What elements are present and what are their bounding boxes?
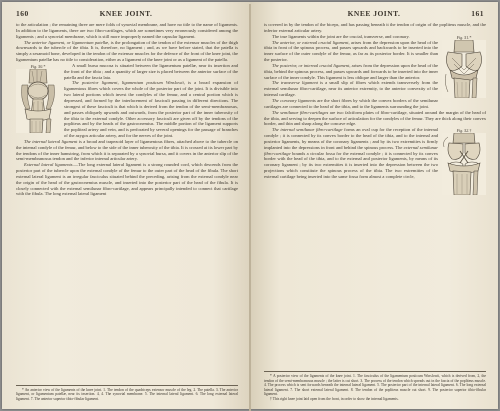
term: The posterior, or internal crucial ligament,	[272, 62, 351, 68]
term: The transverse ligament	[272, 80, 318, 86]
knee-opened-illustration	[442, 133, 486, 195]
term: The anterior ligament, or ligamentum patellæ,	[24, 39, 110, 45]
paragraph-text: external lateral ligament is a strong rounded cord, which descends from the posterior part of the tubercle upon the external condyle of the femur to the outer part of the head of the fibula. The short external lateral ligament is an irregular fasciculus situated behind the preceding, arising from the external condyle near the origin of the head of the gastrocnemius muscle, and inserted into the posterior part of the head of the fibula. It is closely connected with the external semilunar fibro-cartilage, and appears principally intended to connect that cartilage with the fibula. The long external lateral ligament	[16, 162, 239, 197]
term: The semilunar fibro-cartilages	[272, 109, 329, 115]
paragraph-text: arises from the depression upon the head of the tibia in front of the spinous process, and passes upwards and backwards to be inserted into the inner surface of the outer condyle of the femur, as far as its posterior border. It is smaller than the posterior.	[264, 39, 438, 63]
footnote: * A posterior view of the ligaments of the knee joint. 1. The fasciculus of the ligamentum posticum Winslowii, which is derived from, 2, the tendon of the semi-membranosus muscle ; the latter is cut short. 3. The process of the tendon which spreads out in the fascia of the popliteus muscle. 4. The process which is sent forwards beneath the internal lateral ligament. 5. The posterior part of the internal lateral ligament. 6. The long external lateral ligament. 7. The short external lateral ligament. 8. The tendon of the popliteus muscle cut short. 9. The posterior superior tibio-fibular ligament.	[264, 374, 486, 396]
paragraph-text: is the prolongation of the tendon of the extensor muscles of the thigh downwards to the tubercle of the tibia. It is, therefore, no ligament ; and, as we have before stated, that the patella is simply a sesamoid bone, developed in the tendon of the extensor muscles for the defence of the front of the knee joint, the ligamentum patellæ has no title to consideration, either as a ligament of the knee joint or as a ligament of the patella.	[16, 39, 238, 63]
figure-label: Fig. 51.*	[456, 34, 472, 40]
figure-50	[16, 64, 60, 133]
paragraph-text: are the short fibres by which the convex borders of the semilunar cartilages are connected to the head of the tibia, and to the ligaments surrounding the joint.	[264, 97, 438, 109]
paragraph-text: forms an oval cup for the reception of the internal condyle ; it is connected by its convex border to the head of the tibia, and to the internal and posterior ligaments, by means of the coronary ligaments ; and by its two extremities is firmly implanted into the depressions in front and behind the spinous process. The	[264, 127, 438, 150]
term: The internal semilunar fibro-cartilage	[272, 127, 343, 133]
paragraph	[264, 98, 486, 110]
term: The internal lateral ligament	[24, 138, 78, 144]
paragraph-text: is a broad and trapezoid layer of ligamentous fibres, attached above to the tubercle on the internal condyle of the femur, and below to the side of the inner tuberosity of the tibia. It is crossed at its lower part by the tendons of the inner hamstring, from which it is separated by a synovial bursa, and it covers in the anterior slip of the semi-membranosus tendon and the inferior internal articular artery.	[16, 138, 238, 162]
paragraph	[16, 139, 238, 162]
term: The posterior ligament, ligamentum posticum Winslowii,	[72, 80, 185, 86]
paragraph-text: is a small slip of fibres which extends transversely from the external semilunar fibro-cartilage, near its anterior extremity, to the anterior convexity of the internal cartilage.	[264, 80, 439, 98]
term: The anterior, or external crucial ligament,	[272, 39, 350, 45]
paragraph: to the articulation ; the remaining three are mere folds of synovial membrane, and have no title to the name of ligaments. In addition to the ligaments, there are two fibro-cartilages, which are sometimes very erroneously considered among the ligaments ; and a synovial membrane, which is still more improperly named the capsular ligament.	[16, 22, 238, 39]
term: The coronary ligaments	[272, 97, 316, 103]
paragraph-text: is a broad expansion of ligamentous fibres which covers the whole of the posterior part of the joint. It is divisible into two lateral portions which invest the condyles of the femur, and a central portion which is depressed, and formed by the interlacement of fasciculi passing in different directions. The strongest of these fasciculi is that which is derived from the tendon of the semi-membranosus, and passes obliquely upwards and outwards, from the posterior part of the inner tuberosity of the tibia to the external condyle. Other accessory fasciculi are given off by the tendons of the popliteus and by the heads of the gastrocnemius. The middle portion of the ligament supports the popliteal artery and vein, and is perforated by several openings for the passage of branches of the azygos articular artery, and for the nerves of the joint.	[64, 80, 238, 139]
paragraph	[264, 110, 486, 128]
paragraph: The true ligaments within the joint are the crucial, transverse, and coronary.	[272, 33, 410, 39]
paragraph-text: bounds a circular fossa for the external condyle ; it is connected by its convex border with the head of the tibia, and to the external and posterior ligaments, by means of its coronary ligament ; by its two extremities it is inserted into the depression between the two projections which constitute the spinous process of the tibia. The two extremities of the external cartilage being inserted into the same fossa form almost a complete circle,	[264, 150, 438, 179]
right-page	[250, 2, 498, 409]
footnote: † This right knee joint laid open from the front, in order to show the internal ligaments.	[270, 396, 399, 401]
knee-posterior-illustration	[442, 40, 486, 98]
open-book	[2, 2, 498, 409]
paragraph	[16, 40, 238, 63]
running-head-left	[16, 9, 236, 19]
running-title-left: KNEE JOINT.	[99, 9, 153, 18]
term: External lateral ligaments.	[24, 162, 74, 168]
figure-52	[442, 128, 486, 195]
term: external semilunar fibro-cartilage	[264, 144, 438, 156]
knee-anterior-illustration	[16, 69, 60, 133]
left-body-text	[16, 22, 238, 197]
running-title-right: KNEE JOINT.	[347, 9, 401, 18]
term-continuation: —The long	[73, 162, 95, 168]
right-body-text	[264, 22, 486, 196]
running-head-right	[264, 9, 484, 19]
footnotes-right	[264, 371, 486, 401]
paragraph-text: arises from the depression upon the head of the tibia, behind the spinous process, and passes upwards and forwards to be inserted into the inner surface of the inner condyle. This ligament is less oblique and larger than the anterior.	[264, 62, 438, 80]
paragraph: is covered in by the tendon of the biceps, and has passing beneath it the tendon of origin of the popliteus muscle, and the inferior external articular artery.	[264, 22, 486, 33]
page-number-right: 161	[471, 9, 484, 18]
book-gutter	[249, 4, 251, 411]
figure-51	[442, 35, 486, 98]
left-page	[2, 2, 250, 409]
paragraph-text: are two falciform plates of fibro-cartilage, situated around the margin of the head of the tibia, and serving to deepen the surface of articulation for the condyles of the femur. They are thick along their convex border, and thin and sharp along the concave edge.	[264, 109, 487, 127]
page-number-left: 160	[16, 9, 29, 18]
paragraph: A small bursa mucosa is situated between the ligamentum patellæ, near its insertion and the front of the tibia ; and a quantity of larger size is placed between the anterior surface of the patella and the fascia lata.	[64, 62, 238, 80]
paragraph	[16, 162, 238, 197]
figure-label: Fig. 52.†	[456, 128, 472, 134]
footnote: * An anterior view of the ligaments of the knee joint. 1. The tendon of the quadriceps extensor muscle of the leg. 2. The patella. 3. The anterior ligament, or ligamentum patellæ, near its insertion. 4, 4. The synovial membrane. 5. The internal lateral ligament. 6. The long external lateral ligament. 7. The anterior superior tibio-fibular ligament.	[16, 387, 238, 401]
footnotes-left	[16, 385, 238, 402]
figure-label: Fig. 50.*	[30, 63, 46, 69]
